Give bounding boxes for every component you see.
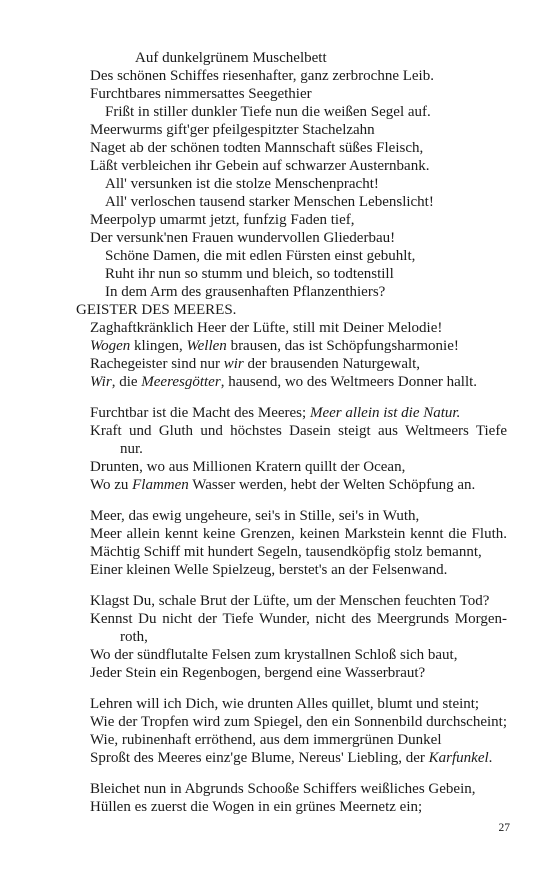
verse-line: Schöne Damen, die mit edlen Fürsten einst gebuhlt, bbox=[105, 248, 416, 264]
verse-line: Wie, rubinenhaft erröthend, aus dem immergrünen Dunkel bbox=[90, 732, 442, 748]
verse-line: Ruht ihr nun so stumm und bleich, so todtenstill bbox=[105, 266, 394, 282]
verse-line-continuation: roth, bbox=[120, 629, 148, 645]
verse-line: Wo zu Flammen Wasser werden, hebt der Welten Schöpfung an. bbox=[90, 477, 476, 493]
verse-line: Meerwurms gift'ger pfeilgespitzter Stachelzahn bbox=[90, 122, 375, 138]
verse-line: Auf dunkelgrünem Muschelbett bbox=[135, 50, 327, 66]
verse-line: Der versunk'nen Frauen wundervollen Gliederbau! bbox=[90, 230, 396, 246]
verse-line: Frißt in stiller dunkler Tiefe nun die weißen Segel auf. bbox=[105, 104, 431, 120]
verse-line: Meer, das ewig ungeheure, sei's in Stille, sei's in Wuth, bbox=[90, 508, 420, 524]
verse-line: Kraft und Gluth und höchstes Dasein steigt aus Weltmeers Tiefe bbox=[90, 423, 507, 439]
verse-line: Einer kleinen Welle Spielzeug, berstet's an der Felsenwand. bbox=[90, 562, 448, 578]
verse-line: All' verloschen tausend starker Menschen Lebenslicht! bbox=[105, 194, 434, 210]
verse-line: Wogen klingen, Wellen brausen, das ist Schöpfungsharmonie! bbox=[90, 338, 459, 354]
verse-line: Meerpolyp umarmt jetzt, funfzig Faden tief, bbox=[90, 212, 355, 228]
verse-line: All' versunken ist die stolze Menschenpracht! bbox=[105, 176, 379, 192]
verse-line: Wir, die Meeresgötter, hausend, wo des Weltmeers Donner hallt. bbox=[90, 374, 478, 390]
verse-line: Hüllen es zuerst die Wogen in ein grünes Meernetz ein; bbox=[90, 799, 423, 815]
verse-line: Furchtbar ist die Macht des Meeres; Meer allein ist die Natur. bbox=[90, 405, 461, 421]
verse-line: Rachegeister sind nur wir der brausenden Naturgewalt, bbox=[90, 356, 421, 372]
verse-line: In dem Arm des grausenhaften Pflanzenthiers? bbox=[105, 284, 386, 300]
verse-line: Lehren will ich Dich, wie drunten Alles quillet, blumt und steint; bbox=[90, 696, 480, 712]
verse-line: Wie der Tropfen wird zum Spiegel, den ein Sonnenbild durchscheint; bbox=[90, 714, 507, 730]
speaker-heading: GEISTER DES MEERES. bbox=[76, 302, 237, 318]
page-number: 27 bbox=[498, 822, 510, 834]
verse-line: Läßt verbleichen ihr Gebein auf schwarzer Austernbank. bbox=[90, 158, 430, 174]
verse-line: Wo der sündflutalte Felsen zum krystallnen Schloß sich baut, bbox=[90, 647, 458, 663]
verse-line: Furchtbares nimmersattes Seegethier bbox=[90, 86, 312, 102]
verse-line: Sproßt des Meeres einz'ge Blume, Nereus' Liebling, der Karfunkel. bbox=[90, 750, 493, 766]
verse-line: Des schönen Schiffes riesenhafter, ganz zerbrochne Leib. bbox=[90, 68, 434, 84]
verse-line: Drunten, wo aus Millionen Kratern quillt der Ocean, bbox=[90, 459, 406, 475]
verse-line: Mächtig Schiff mit hundert Segeln, tausendköpfig stolz bemannt, bbox=[90, 544, 482, 560]
verse-line-continuation: nur. bbox=[120, 441, 143, 457]
verse-line: Bleichet nun in Abgrunds Schooße Schiffers weißliches Gebein, bbox=[90, 781, 476, 797]
verse-line: Naget ab der schönen todten Mannschaft süßes Fleisch, bbox=[90, 140, 424, 156]
verse-line: Meer allein kennt keine Grenzen, keinen Markstein kennt die Fluth. bbox=[90, 526, 507, 542]
verse-line: Jeder Stein ein Regenbogen, bergend eine Wasserbraut? bbox=[90, 665, 426, 681]
verse-line: Zaghaftkränklich Heer der Lüfte, still mit Deiner Melodie! bbox=[90, 320, 443, 336]
verse-line: Kennst Du nicht der Tiefe Wunder, nicht des Meergrunds Morgen- bbox=[90, 611, 507, 627]
verse-line: Klagst Du, schale Brut der Lüfte, um der Menschen feuchten Tod? bbox=[90, 593, 490, 609]
